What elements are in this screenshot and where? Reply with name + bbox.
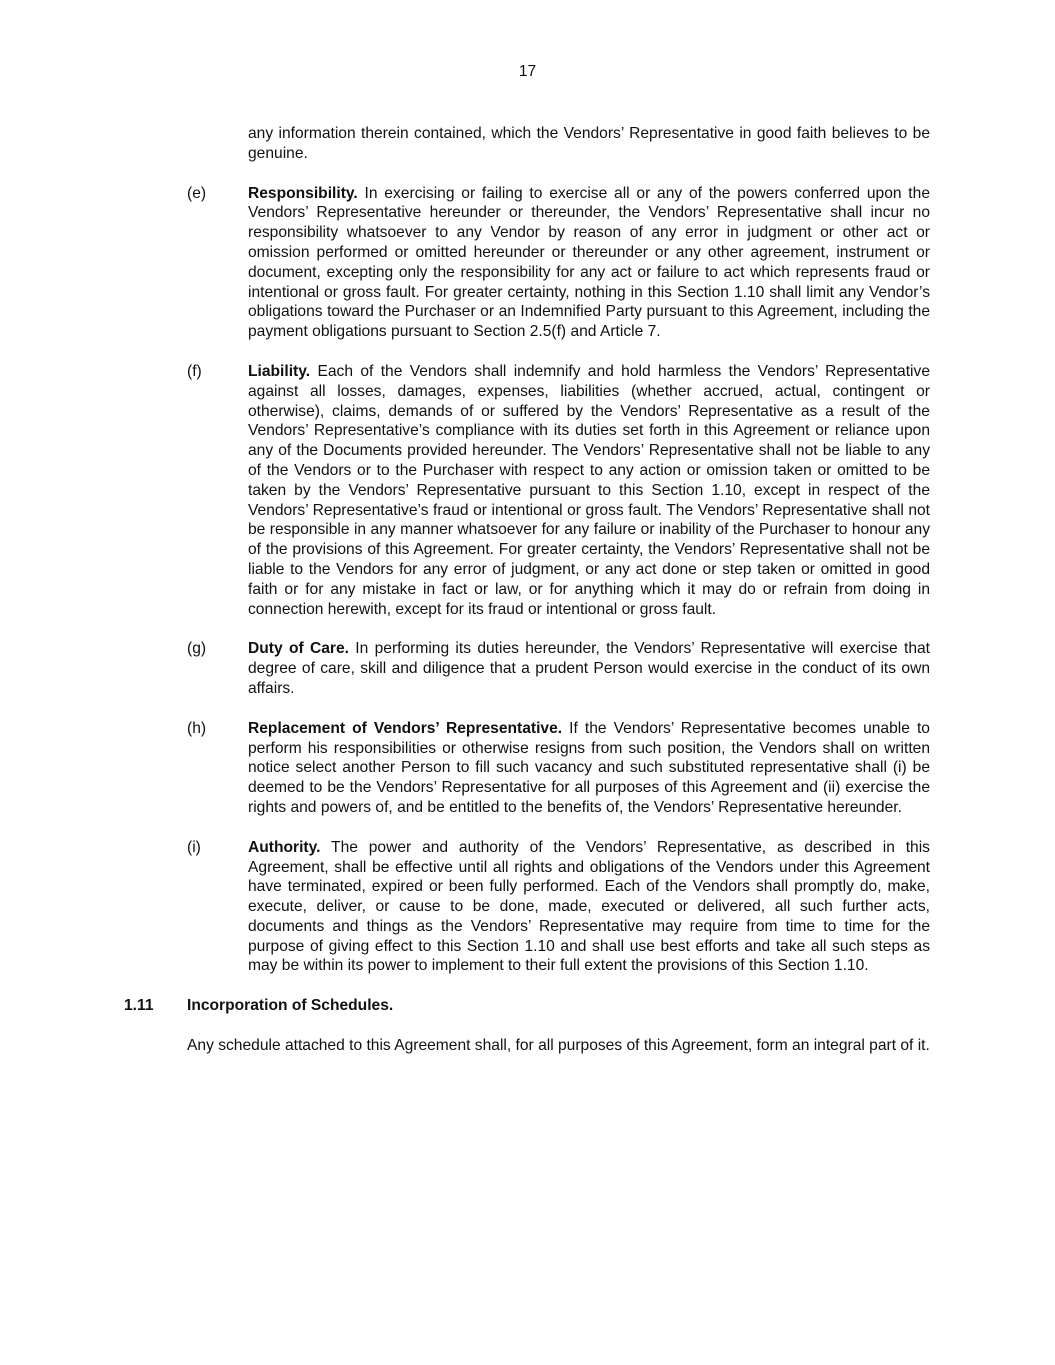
list-item-f [0, 362, 1055, 619]
list-item-h [0, 719, 1055, 818]
list-item-text: Each of the Vendors shall indemnify and hold harmless the Vendors’ Representative against all losses, damages, expenses, liabilities (whether accrued, actual, contingent or otherwise), claims, demands of or suffered by the Vendors’ Representative as a result of the Vendors’ Representative’s compliance with its duties set forth in this Agreement or reliance upon any of the Documents provided hereunder. The Vendors’ Representative shall not be liable to any of the Vendors or to the Purchaser with respect to any action or omission taken or omitted to be taken by the Vendors’ Representative pursuant to this Section 1.10, except in respect of the Vendors’ Representative’s fraud or intentional or gross fault. The Vendors’ Representative shall not be responsible in any manner whatsoever for any failure or inability of the Purchaser to honour any of the provisions of this Agreement. For greater certainty, the Vendors’ Representative shall not be liable to the Vendors for any error of judgment, or any act done or step taken or omitted in good faith or for any mistake in fact or law, or for anything which it may do or refrain from doing in connection herewith, except for its fraud or intentional or gross fault. [248, 362, 930, 618]
list-item-text: If the Vendors’ Representative becomes unable to perform his responsibilities or otherwise resigns from such position, the Vendors shall on written notice select another Person to fill such vacancy and such substituted representative shall (i) be deemed to be the Vendors’ Representative for all purposes of this Agreement and (ii) exercise the rights and powers of, and be entitled to the benefits of, the Vendors’ Representative hereunder. [248, 719, 930, 816]
list-item-text: In performing its duties hereunder, the Vendors’ Representative will exercise that degree of care, skill and diligence that a prudent Person would exercise in the conduct of its own affairs. [248, 640, 930, 697]
list-item-g [0, 639, 1055, 698]
list-item-title: Responsibility. [248, 184, 358, 202]
list-item-marker: (i) [187, 838, 201, 856]
list-item-marker: (h) [187, 719, 207, 737]
list-item-body [248, 362, 930, 619]
list-item-marker: (e) [187, 184, 207, 202]
continuation-paragraph: any information therein contained, which the Vendors’ Representative in good faith believes to be genuine. [248, 125, 930, 162]
list-item-e [0, 184, 1055, 342]
list-item-marker: (g) [187, 640, 207, 658]
section-number: 1.11 [124, 997, 154, 1015]
list-item-i [0, 838, 1055, 977]
page-number: 17 [518, 63, 537, 80]
list-item-text: In exercising or failing to exercise all or any of the powers conferred upon the Vendors’ Representative hereunder or thereunder, the Vendors’ Representative shall incur no responsibility whatsoever to any Vendor by reason of any error in judgment or other act or omission performed or omitted hereunder or thereunder or any other agreement, instrument or document, excepting only the responsibility for any act or failure to act which represents fraud or intentional or gross fault. For greater certainty, nothing in this Section 1.10 shall limit any Vendor’s obligations toward the Purchaser or an Indemnified Party pursuant to this Agreement, including the payment obligations pursuant to Section 2.5(f) and Article 7. [248, 184, 930, 341]
list-item-body [248, 719, 930, 818]
list-item-title: Duty of Care. [248, 640, 349, 658]
list-item-text: The power and authority of the Vendors’ Representative, as described in this Agreement, shall be effective until all rights and obligations of the Vendors under this Agreement have terminated, expired or been fully performed. Each of the Vendors shall promptly do, make, execute, deliver, or cause to be done, made, executed or delivered, all such further acts, documents and things as the Vendors’ Representative may require from time to time for the purpose of giving effect to this Section 1.10 and shall use best efforts and take all such steps as may be within its power to implement to their full extent the provisions of this Section 1.10. [248, 838, 930, 975]
list-item-marker: (f) [187, 362, 202, 380]
list-item-title: Authority. [248, 838, 321, 856]
document-body [0, 124, 1055, 1056]
list-item-body [248, 184, 930, 342]
list-item-body [248, 838, 930, 977]
section-paragraph: Any schedule attached to this Agreement shall, for all purposes of this Agreement, form an integral part of it. [187, 1037, 930, 1055]
list-item-title: Liability. [248, 362, 311, 380]
list-item-body [248, 639, 930, 698]
section-title: Incorporation of Schedules. [187, 997, 394, 1015]
section-heading [0, 996, 1055, 1016]
list-item-title: Replacement of Vendors’ Representative. [248, 719, 563, 737]
